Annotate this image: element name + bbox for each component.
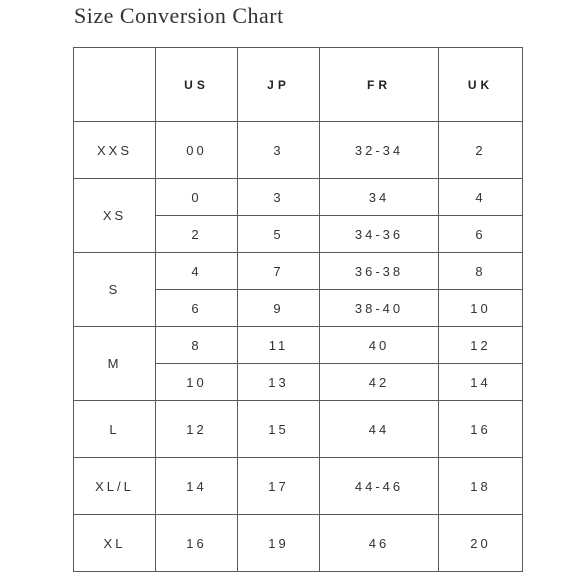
uk-value: 12 bbox=[439, 327, 523, 364]
us-value: 0 bbox=[156, 179, 238, 216]
jp-value: 15 bbox=[238, 401, 320, 458]
us-value: 14 bbox=[156, 458, 238, 515]
fr-value: 44 bbox=[320, 401, 439, 458]
jp-value: 5 bbox=[238, 216, 320, 253]
size-label: XXS bbox=[74, 122, 156, 179]
uk-value: 6 bbox=[439, 216, 523, 253]
jp-value: 9 bbox=[238, 290, 320, 327]
header-uk: UK bbox=[439, 48, 523, 122]
uk-value: 10 bbox=[439, 290, 523, 327]
size-label: S bbox=[74, 253, 156, 327]
uk-value: 2 bbox=[439, 122, 523, 179]
header-blank bbox=[74, 48, 156, 122]
table-row bbox=[74, 515, 523, 572]
us-value: 2 bbox=[156, 216, 238, 253]
page-title: Size Conversion Chart bbox=[74, 3, 284, 28]
uk-value: 14 bbox=[439, 364, 523, 401]
fr-value: 46 bbox=[320, 515, 439, 572]
fr-value: 38-40 bbox=[320, 290, 439, 327]
size-label: XL bbox=[74, 515, 156, 572]
fr-value: 36-38 bbox=[320, 253, 439, 290]
jp-value: 13 bbox=[238, 364, 320, 401]
table-row bbox=[74, 179, 523, 216]
table-row bbox=[74, 327, 523, 364]
table-row bbox=[74, 401, 523, 458]
size-conversion-table bbox=[73, 47, 523, 572]
jp-value: 3 bbox=[238, 179, 320, 216]
header-fr: FR bbox=[320, 48, 439, 122]
fr-value: 40 bbox=[320, 327, 439, 364]
fr-value: 34-36 bbox=[320, 216, 439, 253]
size-label: M bbox=[74, 327, 156, 401]
uk-value: 8 bbox=[439, 253, 523, 290]
header-jp: JP bbox=[238, 48, 320, 122]
fr-value: 44-46 bbox=[320, 458, 439, 515]
uk-value: 16 bbox=[439, 401, 523, 458]
uk-value: 18 bbox=[439, 458, 523, 515]
header-us: US bbox=[156, 48, 238, 122]
size-label: XL/L bbox=[74, 458, 156, 515]
size-label: L bbox=[74, 401, 156, 458]
us-value: 12 bbox=[156, 401, 238, 458]
uk-value: 20 bbox=[439, 515, 523, 572]
table-row bbox=[74, 253, 523, 290]
fr-value: 34 bbox=[320, 179, 439, 216]
us-value: 16 bbox=[156, 515, 238, 572]
uk-value: 4 bbox=[439, 179, 523, 216]
jp-value: 17 bbox=[238, 458, 320, 515]
size-label: XS bbox=[74, 179, 156, 253]
us-value: 4 bbox=[156, 253, 238, 290]
table-row bbox=[74, 122, 523, 179]
us-value: 10 bbox=[156, 364, 238, 401]
fr-value: 42 bbox=[320, 364, 439, 401]
table-row bbox=[74, 458, 523, 515]
header-row bbox=[74, 48, 523, 122]
fr-value: 32-34 bbox=[320, 122, 439, 179]
jp-value: 11 bbox=[238, 327, 320, 364]
jp-value: 19 bbox=[238, 515, 320, 572]
us-value: 00 bbox=[156, 122, 238, 179]
jp-value: 3 bbox=[238, 122, 320, 179]
jp-value: 7 bbox=[238, 253, 320, 290]
us-value: 8 bbox=[156, 327, 238, 364]
us-value: 6 bbox=[156, 290, 238, 327]
